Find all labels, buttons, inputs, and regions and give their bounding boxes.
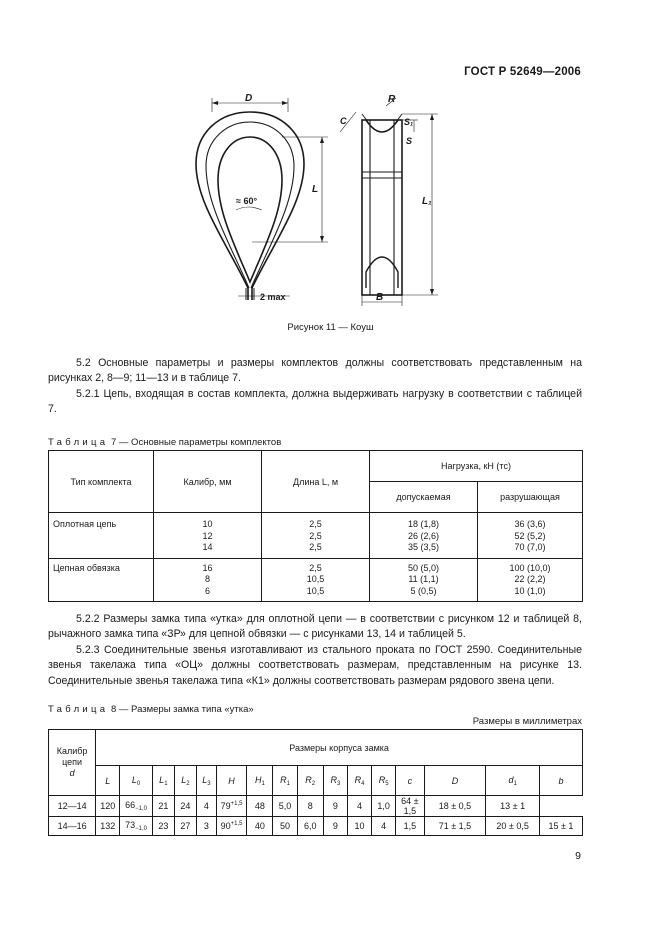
thimble-outer-contour (196, 112, 304, 300)
t8-cell: 20 ± 0,5 (486, 817, 540, 836)
t8-cell: $79^{+1,5}$ (216, 796, 246, 817)
t8-cell: 8 (297, 796, 323, 817)
t8-cell: 21 (152, 796, 174, 817)
t8-col-header: $R_4$ (347, 766, 371, 796)
t8-cell: 24 (174, 796, 196, 817)
gap-label: 2 max (260, 292, 286, 302)
t8-cell: 4 (196, 796, 216, 817)
t7-length: 2,5 10,5 10,5 (262, 558, 370, 602)
table-row (49, 558, 583, 602)
t8-cell: 1,0 (372, 796, 396, 817)
t8-cell: 15 ± 1 (539, 817, 582, 836)
t8-col-header: L (96, 766, 120, 796)
t8-cell: 10 (347, 817, 371, 836)
dim-l1-label: L₁ (422, 196, 432, 207)
t8-cell: 23 (152, 817, 174, 836)
t8-cell: 27 (174, 817, 196, 836)
t8-col-header: D (424, 766, 486, 796)
t7-header-load: Нагрузка, кН (тс) (370, 451, 583, 482)
t8-caliber: 14—16 (49, 817, 96, 836)
t8-cell: 4 (372, 817, 396, 836)
table-7 (48, 450, 583, 602)
paragraph-5-2-1: 5.2.1 Цепь, входящая в состав комплекта, должна выдерживать нагрузку в соответствии с таблицей 7. (48, 388, 582, 416)
t8-cell: 4 (347, 796, 371, 817)
t8-col-header: $H_1$ (247, 766, 273, 796)
t8-col-header: $R_1$ (273, 766, 297, 796)
table-row (49, 513, 583, 559)
t7-caliber: 16 8 6 (154, 558, 262, 602)
t8-cell: 18 ± 0,5 (424, 796, 486, 817)
t7-allowable: 50 (5,0) 11 (1,1) 5 (0,5) (370, 558, 478, 602)
paragraph-5-2-3: 5.2.3 Соединительные звенья изготавливают из стального проката по ГОСТ 2590. Соединительные звенья такелажа типа «ОЦ» должны соответствовать размерам, представленным на рисунке 13. Соединительные звенья такелажа типа «К1» должны соответствовать размерам рядового звена цепи. (48, 644, 582, 687)
standard-number: ГОСТ Р 52649—2006 (464, 66, 581, 78)
thimble-drawing (190, 92, 450, 310)
table-row (49, 796, 583, 817)
dim-b-label: B (376, 292, 384, 303)
t8-cell: 132 (96, 817, 120, 836)
t8-cell: 3 (196, 817, 216, 836)
t8-cell: 71 ± 1,5 (424, 817, 486, 836)
t8-caliber: 12—14 (49, 796, 96, 817)
t8-col-header: c (396, 766, 424, 796)
t7-header-breaking: разрушающая (478, 482, 583, 513)
paragraph-5-2: 5.2 Основные параметры и размеры комплектов должны соответствовать представленным на рисунках 2, 8—9; 11—13 и в таблице 7. (48, 357, 582, 385)
t8-cell: $73_{-1,0}$ (120, 817, 153, 836)
t8-cell: $66_{-1,0}$ (120, 796, 153, 817)
t7-breaking: 36 (3,6) 52 (5,2) 70 (7,0) (478, 513, 583, 559)
t7-allowable: 18 (1,8) 26 (2,6) 35 (3,5) (370, 513, 478, 559)
t8-cell: 120 (96, 796, 120, 817)
table7-caption: Таблица 7 — Основные параметры комплектов (48, 437, 282, 448)
table-row (49, 817, 583, 836)
t7-header-type: Тип комплекта (49, 451, 154, 513)
t8-cell: $90^{+1,5}$ (216, 817, 246, 836)
t7-breaking: 100 (10,0) 22 (2,2) 10 (1,0) (478, 558, 583, 602)
t8-col-header: b (539, 766, 582, 796)
t8-col-header: $d_1$ (486, 766, 540, 796)
t7-type: Оплотная цепь (49, 513, 154, 559)
t7-caliber: 10 12 14 (154, 513, 262, 559)
dim-s1-label: S₁ (404, 117, 414, 127)
t8-cell: 5,0 (273, 796, 297, 817)
t8-cell: 1,5 (396, 817, 424, 836)
t7-type: Цепная обвязка (49, 558, 154, 602)
t7-header-length: Длина L, м (262, 451, 370, 513)
t7-header-caliber: Калибр, мм (154, 451, 262, 513)
t8-col-header: H (216, 766, 246, 796)
dim-d-label: D (245, 93, 253, 104)
t8-cell: 50 (273, 817, 297, 836)
dim-r-label: R (388, 94, 396, 105)
table-8 (48, 729, 583, 836)
t8-col-header: $R_5$ (372, 766, 396, 796)
thimble-inner-contour (218, 137, 282, 282)
paragraph-5-2-2: 5.2.2 Размеры замка типа «утка» для оплотной цепи — в соответствии с рисунком 12 и таблицей 8, рычажного замка типа «ЗР» для цепной обвязки — с рисунками 13, 14 и таблицей 5. (48, 613, 582, 641)
t8-cell: 40 (247, 817, 273, 836)
t8-header-group: Размеры корпуса замка (96, 730, 583, 766)
t8-col-header: $L_2$ (174, 766, 196, 796)
dim-c-label: C (340, 116, 347, 126)
t8-cell: 48 (247, 796, 273, 817)
t8-header-caliber: Калибр цепи d (49, 730, 96, 796)
t8-cell: 64 ± 1,5 (396, 796, 424, 817)
page-number: 9 (575, 850, 581, 862)
t8-col-header: $L_0$ (120, 766, 153, 796)
dim-s-label: S (406, 136, 413, 146)
dim-l-label: L (312, 184, 319, 195)
t8-cell: 9 (323, 796, 347, 817)
t8-cell: 13 ± 1 (486, 796, 540, 817)
t8-col-header: $L_3$ (196, 766, 216, 796)
table8-units: Размеры в миллиметрах (472, 716, 582, 727)
t8-cell: 9 (323, 817, 347, 836)
t8-cell: 6,0 (297, 817, 323, 836)
t8-col-header: $L_1$ (152, 766, 174, 796)
angle-label: ≈ 60° (236, 196, 258, 206)
t8-col-header: $R_2$ (297, 766, 323, 796)
figure-caption: Рисунок 11 — Коуш (287, 322, 374, 333)
t8-col-header: $R_3$ (323, 766, 347, 796)
t7-header-allowable: допускаемая (370, 482, 478, 513)
t8-column-headers (49, 766, 583, 796)
table8-caption: Таблица 8 — Размеры замка типа «утка» (48, 704, 254, 715)
t7-length: 2,5 2,5 2,5 (262, 513, 370, 559)
